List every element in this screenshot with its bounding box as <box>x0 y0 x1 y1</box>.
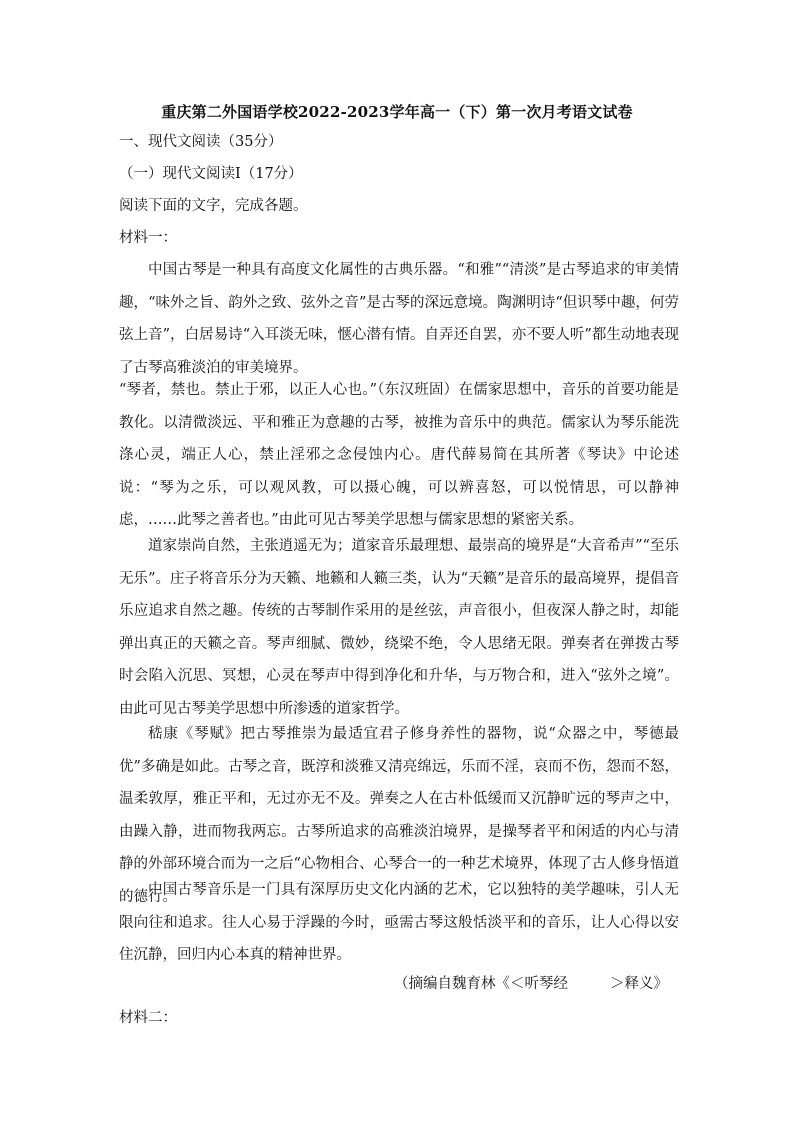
material2-label: 材料二： <box>119 1010 177 1026</box>
section-heading: 一、现代文阅读（35分） <box>119 134 283 150</box>
instruction-text: 阅读下面的文字，完成各题。 <box>119 198 308 214</box>
paragraph-2: “琴者，禁也。禁止于邪，以正人心也。”（东汉班固）在儒家思想中，音乐的首要功能是教化。以清微淡远、平和雅正为意趣的古琴，被推为音乐中的典范。儒家认为琴乐能洗涤心灵，端正人心，禁止淫邪之念侵蚀内心。唐代薛易简在其所著《琴诀》中论述说：“琴为之乐，可以观风教，可以摄心魄，可以辨喜怒，可以悦情思，可以静神虑，……此琴之善者也。”由此可见古琴美学思想与儒家思想的紧密关系。 <box>119 382 679 528</box>
paragraph-3: 道家崇尚自然，主张逍遥无为；道家音乐最理想、最崇高的境界是“大音希声”“至乐无乐”。庄子将音乐分为天籁、地籁和人籁三类，认为“天籁”是音乐的最高境界，提倡音乐应追求自然之趣。传统的古琴制作采用的是丝弦，声音很小，但夜深人静之时，却能弹出真正的天籁之音。琴声细腻、微妙，绕梁不绝，令人思绪无限。弹奏者在弹拨古琴时会陷入沉思、冥想，心灵在琴声中得到净化和升华，与万物合和，进入“弦外之境”。由此可见古琴美学思想中所渗透的道家哲学。 <box>119 538 679 717</box>
source-citation <box>394 974 668 994</box>
paragraph-5: 中国古琴音乐是一门具有深厚历史文化内涵的艺术，它以独特的美学趣味，引人无限向往和追求。往人心易于浮躁的今时，亟需古琴这般恬淡平和的音乐，让人心得以安住沉静，回归内心本真的精神世界。 <box>119 882 679 963</box>
exam-title: 重庆第二外国语学校2022-2023学年高一（下）第一次月考语文试卷 <box>161 103 633 121</box>
material1-label: 材料一： <box>119 230 177 246</box>
source-citation-part2: ＞释义》 <box>610 976 668 992</box>
source-citation-part1: （摘编自魏育林《＜听琴经 <box>394 976 568 992</box>
paragraph-4: 嵇康《琴赋》把古琴推崇为最适宜君子修身养性的器物，说“众器之中，琴德最优”多确是如此。古琴之音，既淳和淡雅又清亮绵远，乐而不淫，哀而不伤，怨而不怒，温柔敦厚，雅正平和，无过亦无不及。弹奏之人在古朴低缓而又沉静旷远的琴声之中，由躁入静，进而物我两忘。古琴所追求的高雅淡泊境界，是操琴者平和闲适的内心与清静的外部环境合而为一之后“心物相合、心琴合一的一种艺术境界，体现了古人修身悟道的德行。 <box>119 726 679 905</box>
paragraph-1: 中国古琴是一种具有高度文化属性的古典乐器。“和雅”“清淡”是古琴追求的审美情趣，“味外之旨、韵外之致、弦外之音”是古琴的深远意境。陶渊明诗“但识琴中趣，何劳弦上音”，白居易诗“入耳淡无味，惬心潜有情。自弄还自罢，亦不要人听”都生动地表现了古琴高雅淡泊的审美境界。 <box>119 262 679 376</box>
subsection-heading: （一）现代文阅读Ⅰ（17分） <box>119 166 303 182</box>
